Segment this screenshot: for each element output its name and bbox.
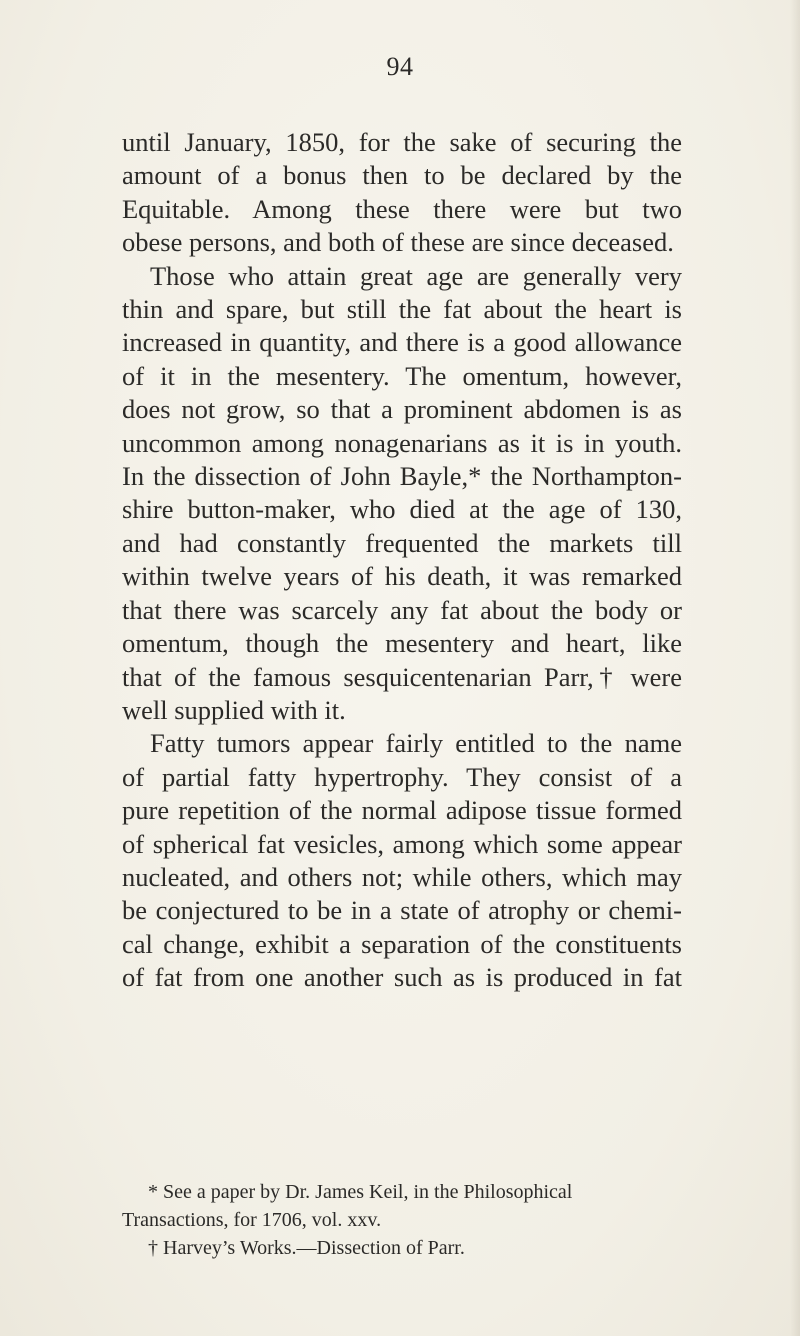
text-line: amount of a bonus then to be declared by the xyxy=(122,160,682,191)
text-line: obese persons, and both of these are since deceased. xyxy=(122,227,674,258)
footnote xyxy=(122,1234,682,1262)
text-line: does not grow, so that a prominent abdomen is as xyxy=(122,394,682,425)
text-line: of it in the mesentery. The omentum, however, xyxy=(122,360,682,391)
text-line: uncommon among nonagenarians as it is in youth. xyxy=(122,427,682,458)
page-edge-shadow xyxy=(790,0,800,1336)
text-line: that there was scarcely any fat about the body or xyxy=(122,594,682,625)
text-line: shire button-maker, who died at the age of 130, xyxy=(122,494,682,525)
footnote-line: * See a paper by Dr. James Keil, in the Philosophical xyxy=(148,1181,573,1203)
text-line: Equitable. Among these there were but two xyxy=(122,193,682,224)
text-line: thin and spare, but still the fat about the heart is xyxy=(122,294,682,325)
text-line: within twelve years of his death, it was remarked xyxy=(122,561,682,592)
text-line: be conjectured to be in a state of atrophy or chemi- xyxy=(122,895,682,926)
body-text xyxy=(122,126,682,995)
text-line: In the dissection of John Bayle,* the Northampton- xyxy=(122,461,682,492)
text-line: well supplied with it. xyxy=(122,694,346,725)
text-line: cal change, exhibit a separation of the constituents xyxy=(122,928,682,959)
footnote-line: Transactions, for 1706, vol. xxv. xyxy=(122,1209,382,1231)
text-line: of partial fatty hypertrophy. They consist of a xyxy=(122,761,682,792)
text-line: Fatty tumors appear fairly entitled to the name xyxy=(150,728,682,759)
text-line: that of the famous sesquicentenarian Parr,† were xyxy=(122,661,682,692)
paragraph xyxy=(122,727,682,994)
text-line: nucleated, and others not; while others, which may xyxy=(122,861,682,892)
footnote-line: † Harvey’s Works.—Dissection of Parr. xyxy=(148,1237,465,1259)
text-line: increased in quantity, and there is a good allowance xyxy=(122,327,682,358)
text-line: of spherical fat vesicles, among which some appear xyxy=(122,828,682,859)
text-line: Those who attain great age are generally very xyxy=(150,260,682,291)
text-line: omentum, though the mesentery and heart, like xyxy=(122,628,682,659)
text-line: until January, 1850, for the sake of securing the xyxy=(122,127,682,157)
text-line: and had constantly frequented the markets till xyxy=(122,527,682,558)
page-number: 94 xyxy=(386,52,414,81)
paragraph xyxy=(122,126,682,260)
paragraph xyxy=(122,260,682,728)
footnotes xyxy=(122,1178,682,1262)
text-line: of fat from one another such as is produced in fat xyxy=(122,962,682,993)
footnote xyxy=(122,1178,682,1234)
text-line: pure repetition of the normal adipose tissue formed xyxy=(122,795,682,826)
